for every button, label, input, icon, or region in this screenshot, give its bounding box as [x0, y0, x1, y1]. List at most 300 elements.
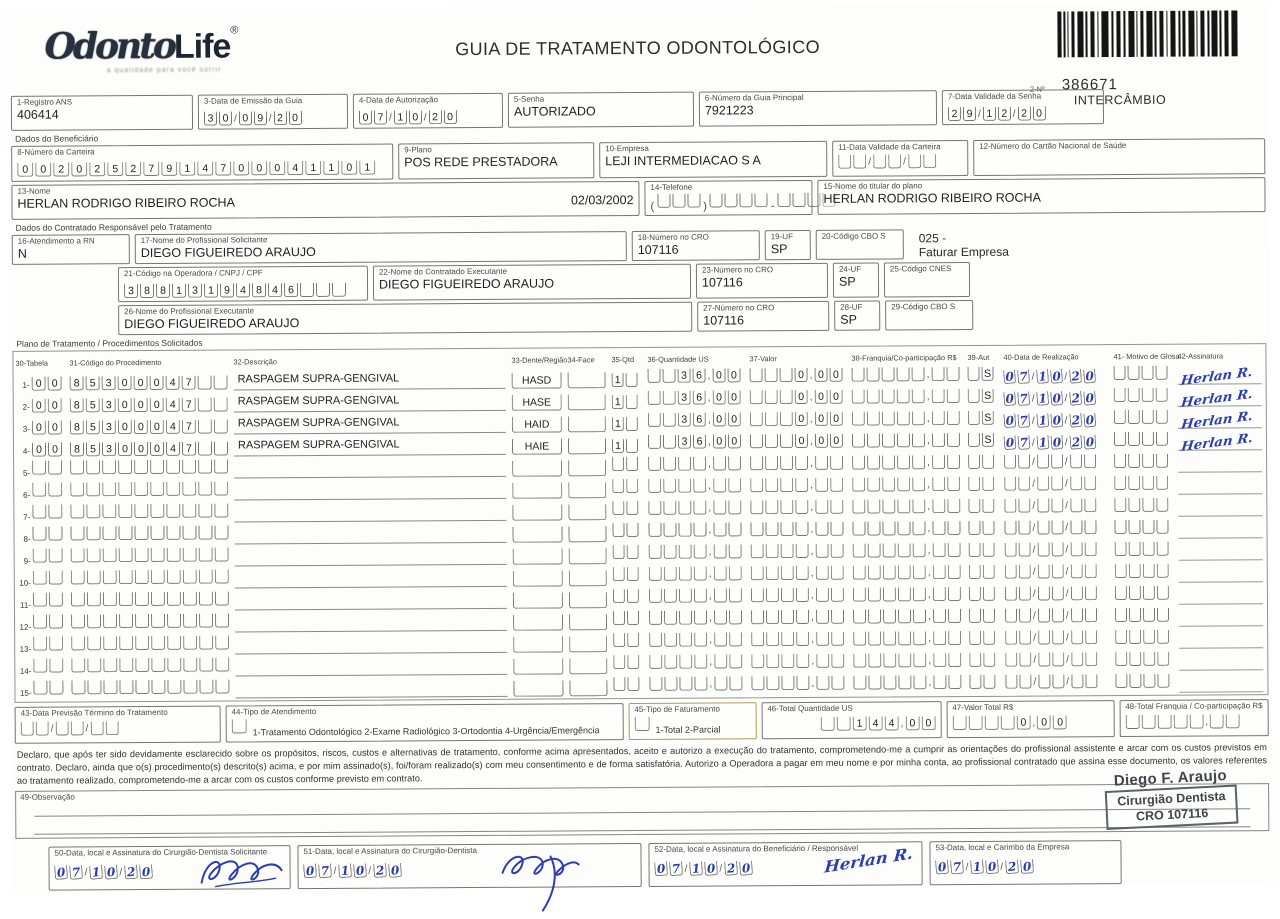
comb-field: [657, 194, 700, 208]
dente-regiao-cell: [512, 460, 562, 476]
dente-regiao-cell: [513, 614, 563, 630]
date-slash: /: [1033, 654, 1036, 667]
assinatura-cell: [1178, 389, 1262, 407]
comb-cell: 0: [32, 421, 46, 435]
comb-cell: [612, 501, 624, 515]
data-realizacao-comb: [1004, 411, 1108, 430]
stamp-box: [1104, 784, 1238, 829]
comb-cell: 0: [32, 399, 46, 413]
comb-cell: 1: [323, 161, 339, 175]
comb-field: [70, 526, 228, 541]
decimal-comma: ,: [810, 391, 813, 404]
money-comb: [648, 434, 741, 449]
comb-cell: [626, 439, 638, 453]
comb-cell: [780, 456, 793, 470]
qtd-comb: [612, 370, 642, 388]
comb-cell: [983, 609, 995, 623]
field-label: 13-Nome: [17, 183, 633, 196]
comb-cell: [102, 504, 116, 518]
date-slash: /: [1032, 478, 1035, 491]
comb-cell: [648, 369, 661, 383]
comb-field: [71, 548, 229, 563]
date-slash: /: [368, 864, 371, 877]
form-title: GUIA DE TRATAMENTO ODONTOLÓGICO: [7, 34, 1269, 63]
comb-cell: 3: [102, 398, 116, 412]
comb-cell: [626, 395, 638, 409]
comb-cell: [1052, 652, 1064, 666]
franquia-comb: [852, 411, 962, 431]
comb-field: [612, 439, 638, 453]
decimal-comma: ,: [709, 590, 712, 603]
comb-cell: [613, 677, 625, 691]
comb-cell: [134, 504, 148, 518]
comb-cell: 0: [359, 111, 372, 125]
comb-cell: [913, 631, 926, 645]
field-tipo-atendimento: [225, 703, 623, 742]
comb-cell: 0: [1050, 435, 1063, 450]
face-cell: [569, 658, 607, 674]
aut-comb: [969, 675, 999, 694]
money-comb: [852, 455, 960, 470]
face-cell: [568, 460, 606, 476]
comb-cell: 0: [32, 377, 46, 391]
qtd-comb: [613, 545, 643, 564]
comb-cell: [713, 544, 726, 558]
comb-cell: [867, 456, 880, 470]
comb-cell: [883, 587, 896, 601]
comb-cell: [1038, 630, 1050, 644]
comb-cell: [1157, 715, 1171, 729]
comb-cell: [947, 455, 960, 469]
valor-comb: [751, 632, 847, 652]
comb-cell: [821, 717, 835, 731]
comb-cell: 0: [1050, 369, 1063, 384]
phone-ddd-comb: [657, 194, 700, 213]
comb-cell: 0: [150, 420, 164, 434]
handwritten-date-53: [936, 857, 1116, 876]
field-cro-profissional-executante: [697, 301, 829, 332]
comb-cell: [729, 610, 742, 624]
comb-field: [71, 614, 229, 629]
comb-cell: 0: [48, 377, 62, 391]
signature-box-dentista-solicitante: [48, 845, 290, 890]
money-comb: [649, 676, 742, 691]
codigo-procedimento-comb: [70, 482, 228, 502]
comb-field: [32, 483, 62, 497]
comb-cell: 7: [1017, 413, 1030, 428]
comb-cell: [1114, 366, 1126, 380]
contratado-row1: [8, 227, 1270, 265]
comb-cell: [1157, 652, 1169, 666]
assinatura-cell: [1179, 587, 1263, 605]
comb-cell: [766, 544, 779, 558]
comb-cell: [751, 588, 764, 602]
comb-cell: [932, 433, 945, 447]
comb-cell: 0: [814, 368, 827, 382]
date-slash: /: [1033, 588, 1036, 601]
comb-cell: [1143, 564, 1155, 578]
comb-cell: [766, 566, 779, 580]
comb-cell: [627, 633, 639, 647]
comb-cell: [932, 521, 945, 535]
contratado-row3: [8, 298, 1270, 336]
motivo-glosa-comb: [1115, 542, 1173, 561]
comb-cell: [198, 442, 212, 456]
comb-field: [968, 367, 994, 381]
comb-cell: [1085, 608, 1097, 622]
motivo-glosa-comb: [1115, 564, 1173, 583]
comb-cell: [947, 499, 960, 513]
comb-cell: [693, 501, 706, 515]
comb-cell: 0: [134, 442, 148, 456]
date-comb: [21, 721, 119, 736]
comb-cell: [627, 677, 639, 691]
comb-cell: [102, 526, 116, 540]
comb-cell: [968, 499, 980, 513]
comb-field: [33, 593, 63, 607]
comb-cell: [1142, 432, 1154, 446]
comb-cell: [1052, 608, 1064, 622]
date-comb-emissao: [204, 108, 342, 127]
comb-cell: [1115, 630, 1127, 644]
comb-field: [1115, 564, 1169, 578]
comb-cell: [183, 614, 197, 628]
comb-cell: [897, 477, 910, 491]
date-slash: /: [1033, 544, 1036, 557]
comb-cell: [968, 716, 982, 730]
date-comb-termino: [21, 721, 215, 741]
comb-cell: [1018, 521, 1030, 535]
decimal-comma: ,: [927, 522, 930, 535]
assinatura-cell: [1178, 499, 1262, 517]
comb-cell: [781, 566, 794, 580]
franquia-comb: [853, 609, 963, 629]
comb-cell: [1084, 498, 1096, 512]
field-label: 20-Código CBO S: [822, 231, 898, 240]
comb-cell: 0: [935, 859, 949, 874]
field-value: 107116: [703, 313, 823, 328]
comb-cell: [912, 411, 925, 425]
comb-cell: [947, 543, 960, 557]
barcode-icon: [1055, 10, 1240, 57]
comb-cell: 8: [70, 376, 84, 390]
comb-cell: 0: [35, 163, 51, 177]
comb-cell: [663, 369, 676, 383]
comb-cell: 0: [1003, 435, 1016, 450]
date-slash: /: [685, 862, 688, 875]
comb-cell: [868, 566, 881, 580]
comb-cell: [750, 500, 763, 514]
field-value: 406414: [17, 107, 187, 122]
comb-cell: [49, 681, 63, 695]
comb-cell: [1005, 609, 1017, 623]
qtd-comb: [612, 457, 642, 476]
comb-cell: [882, 521, 895, 535]
comb-cell: [214, 376, 228, 390]
field-cbo-solicitante: [816, 229, 904, 260]
valor-comb: [750, 434, 846, 454]
franquia-comb: [853, 675, 963, 695]
face-cell: [568, 526, 606, 542]
comb-cell: [71, 570, 85, 584]
tipo-faturamento-options: 1-Total 2-Parcial: [655, 725, 720, 736]
tipo-atendimento-options: 1-Tratamento Odontológico 2-Exame Radiológico 3-Ortodontia 4-Urgência/Emergência: [253, 725, 600, 738]
comb-cell: 0: [1020, 859, 1034, 874]
comb-cell: [912, 499, 925, 513]
comb-cell: [714, 588, 727, 602]
comb-cell: 5: [86, 420, 100, 434]
money-comb: [750, 412, 843, 427]
comb-cell: [1115, 674, 1127, 688]
comb-cell: [663, 501, 676, 515]
comb-cell: [728, 478, 741, 492]
comb-cell: 8: [156, 284, 170, 298]
comb-cell: 2: [53, 162, 69, 176]
valor-total-comb: [952, 715, 1108, 735]
comb-cell: [1156, 454, 1168, 468]
money-comb: [751, 588, 844, 603]
aut-comb: [968, 389, 998, 408]
section-beneficiario: Dados do Beneficiário: [15, 126, 1269, 144]
comb-cell: [968, 367, 980, 381]
face-cell: [569, 548, 607, 564]
money-comb: [648, 456, 741, 471]
comb-cell: [714, 610, 727, 624]
comb-cell: [1018, 455, 1030, 469]
comb-cell: [634, 717, 649, 731]
comb-cell: [135, 548, 149, 562]
comb-cell: [71, 614, 85, 628]
comb-cell: 1: [1036, 369, 1049, 384]
comb-cell: [781, 588, 794, 602]
decimal-comma: ,: [810, 479, 813, 492]
date-slash: /: [1065, 543, 1068, 556]
comb-cell: [134, 482, 148, 496]
face-cell: [569, 592, 607, 608]
comb-cell: [1156, 498, 1168, 512]
beneficiario-row1: [7, 138, 1269, 182]
comb-cell: [1156, 520, 1168, 534]
comb-cell: [1129, 630, 1141, 644]
field-label: 5-Senha: [514, 94, 688, 104]
comb-cell: 3: [678, 413, 691, 427]
comb-cell: [1142, 454, 1154, 468]
comb-cell: [969, 609, 981, 623]
date-comb: [1005, 586, 1097, 601]
tabela-comb: [32, 440, 64, 458]
dente-regiao-cell: HASE: [512, 394, 562, 410]
decimal-comma: ,: [709, 568, 712, 581]
comb-cell: [948, 631, 961, 645]
comb-field: [969, 565, 995, 579]
comb-cell: [933, 565, 946, 579]
guide-number: 386671: [1062, 75, 1241, 93]
comb-cell: [710, 193, 723, 207]
field-contratado-executante: [373, 264, 691, 301]
tabela-comb: [33, 549, 65, 568]
comb-cell: [1071, 652, 1083, 666]
stamp-cro: CRO 107116: [1117, 804, 1226, 826]
comb-cell: [1052, 674, 1064, 688]
money-comb: [751, 610, 844, 625]
comb-cell: [1115, 652, 1127, 666]
comb-cell: [182, 482, 196, 496]
aut-comb: [968, 477, 998, 496]
decimal-comma: ,: [810, 523, 813, 536]
field-profissional-solicitante: [135, 231, 627, 264]
comb-cell: [70, 504, 84, 518]
comb-cell: [796, 566, 809, 580]
qtd-comb: [612, 392, 642, 410]
comb-cell: 7: [950, 859, 964, 874]
comb-cell: [663, 479, 676, 493]
comb-cell: [897, 499, 910, 513]
money-comb: [751, 632, 844, 647]
comb-cell: [780, 368, 793, 382]
comb-cell: [853, 566, 866, 580]
comb-cell: [693, 457, 706, 471]
comb-cell: 2: [1069, 435, 1082, 450]
date-slash: /: [1013, 108, 1016, 121]
comb-field: [33, 571, 63, 585]
comb-field: [1114, 454, 1168, 468]
comb-cell: [32, 461, 46, 475]
comb-cell: [135, 614, 149, 628]
comb-cell: [969, 543, 981, 557]
comb-cell: [1142, 366, 1154, 380]
face-cell: [568, 372, 606, 388]
field-numero-carteira: [11, 144, 393, 182]
comb-field: [33, 659, 63, 673]
comb-cell: [913, 587, 926, 601]
comb-cell: [931, 389, 944, 403]
descricao-cell: [235, 636, 507, 655]
tabela-comb: [32, 418, 64, 436]
comb-cell: [33, 571, 47, 585]
comb-field: [710, 193, 768, 207]
comb-field: [33, 681, 63, 695]
comb-cell: [830, 500, 843, 514]
comb-cell: [1084, 520, 1096, 534]
field-value: SP: [840, 313, 874, 327]
descricao-cell: RASPAGEM SUPRA-GENGIVAL: [234, 394, 506, 413]
comb-cell: [199, 658, 213, 672]
comb-cell: 0: [712, 390, 725, 404]
comb-cell: [150, 526, 164, 540]
date-slash: /: [85, 866, 88, 879]
comb-cell: 8: [70, 442, 84, 456]
signature-box-dentista: [297, 843, 641, 889]
comb-cell: 4: [268, 283, 282, 297]
comb-cell: [816, 654, 829, 668]
comb-cell: 6: [693, 369, 706, 383]
quantidade-us-comb: [648, 368, 744, 388]
comb-cell: [853, 654, 866, 668]
valor-comb: [751, 544, 847, 564]
comb-cell: [982, 477, 994, 491]
comb-cell: 0: [1003, 413, 1016, 428]
decimal-comma: ,: [811, 633, 814, 646]
comb-cell: [626, 373, 638, 387]
comb-cell: [1157, 564, 1169, 578]
field-empresa: [599, 141, 827, 178]
dentist-signature-scribble: [494, 846, 580, 917]
comb-cell: 0: [134, 398, 148, 412]
comb-cell: 1: [612, 373, 624, 387]
comb-cell: [663, 413, 676, 427]
comb-cell: [182, 504, 196, 518]
comb-cell: [816, 566, 829, 580]
comb-cell: [167, 570, 181, 584]
comb-cell: [48, 461, 62, 475]
qtd-comb: [613, 633, 643, 652]
comb-cell: [1052, 630, 1064, 644]
money-comb: [750, 478, 843, 493]
valor-comb: [751, 588, 847, 608]
comb-cell: [1085, 674, 1097, 688]
comb-field: [70, 398, 228, 413]
money-comb: [750, 368, 843, 383]
tabela-comb: [33, 637, 65, 656]
field-label: 49-Observação: [16, 784, 1268, 802]
date-comb: [1005, 564, 1097, 579]
comb-cell: [968, 411, 980, 425]
comb-cell: [1005, 565, 1017, 579]
money-comb: [952, 715, 1067, 730]
date-comb: [655, 861, 753, 876]
codigo-procedimento-comb: [71, 548, 229, 568]
comb-cell: 0: [728, 434, 741, 448]
comb-cell: [693, 523, 706, 537]
comb-cell: [755, 193, 768, 207]
comb-cell: [781, 632, 794, 646]
tabela-comb: [32, 396, 64, 414]
comb-cell: [649, 611, 662, 625]
aut-comb: [968, 411, 998, 430]
comb-cell: [71, 636, 85, 650]
motivo-glosa-comb: [1115, 674, 1173, 693]
decimal-comma: ,: [901, 717, 904, 730]
comb-cell: 0: [48, 443, 62, 457]
field-telefone: [644, 180, 812, 216]
comb-field: [613, 545, 639, 559]
motivo-glosa-comb: [1114, 366, 1172, 385]
tabela-comb: [32, 527, 64, 546]
comb-cell: [694, 633, 707, 647]
motivo-glosa-comb: [1115, 630, 1173, 649]
face-cell: [569, 614, 607, 630]
field-label: 47-Valor Total R$: [952, 702, 1108, 712]
codigo-procedimento-comb: [71, 636, 229, 656]
field-registro-ans: [11, 95, 193, 131]
qtd-comb: [612, 414, 642, 432]
comb-cell: [729, 588, 742, 602]
comb-cell: [215, 548, 229, 562]
comb-cell: 0: [118, 442, 132, 456]
comb-cell: [853, 632, 866, 646]
comb-cell: [21, 722, 34, 736]
comb-field: [634, 717, 649, 731]
col-header-assinatura: 42-Assinatura: [1177, 351, 1261, 361]
descricao-cell: [234, 526, 506, 545]
comb-cell: [750, 368, 763, 382]
comb-cell: 7: [143, 162, 159, 176]
field-label: 18-Número no CRO: [638, 232, 754, 242]
assinatura-cell: [1179, 609, 1263, 627]
comb-cell: [765, 500, 778, 514]
comb-cell: 5: [86, 442, 100, 456]
comb-cell: [984, 716, 998, 730]
